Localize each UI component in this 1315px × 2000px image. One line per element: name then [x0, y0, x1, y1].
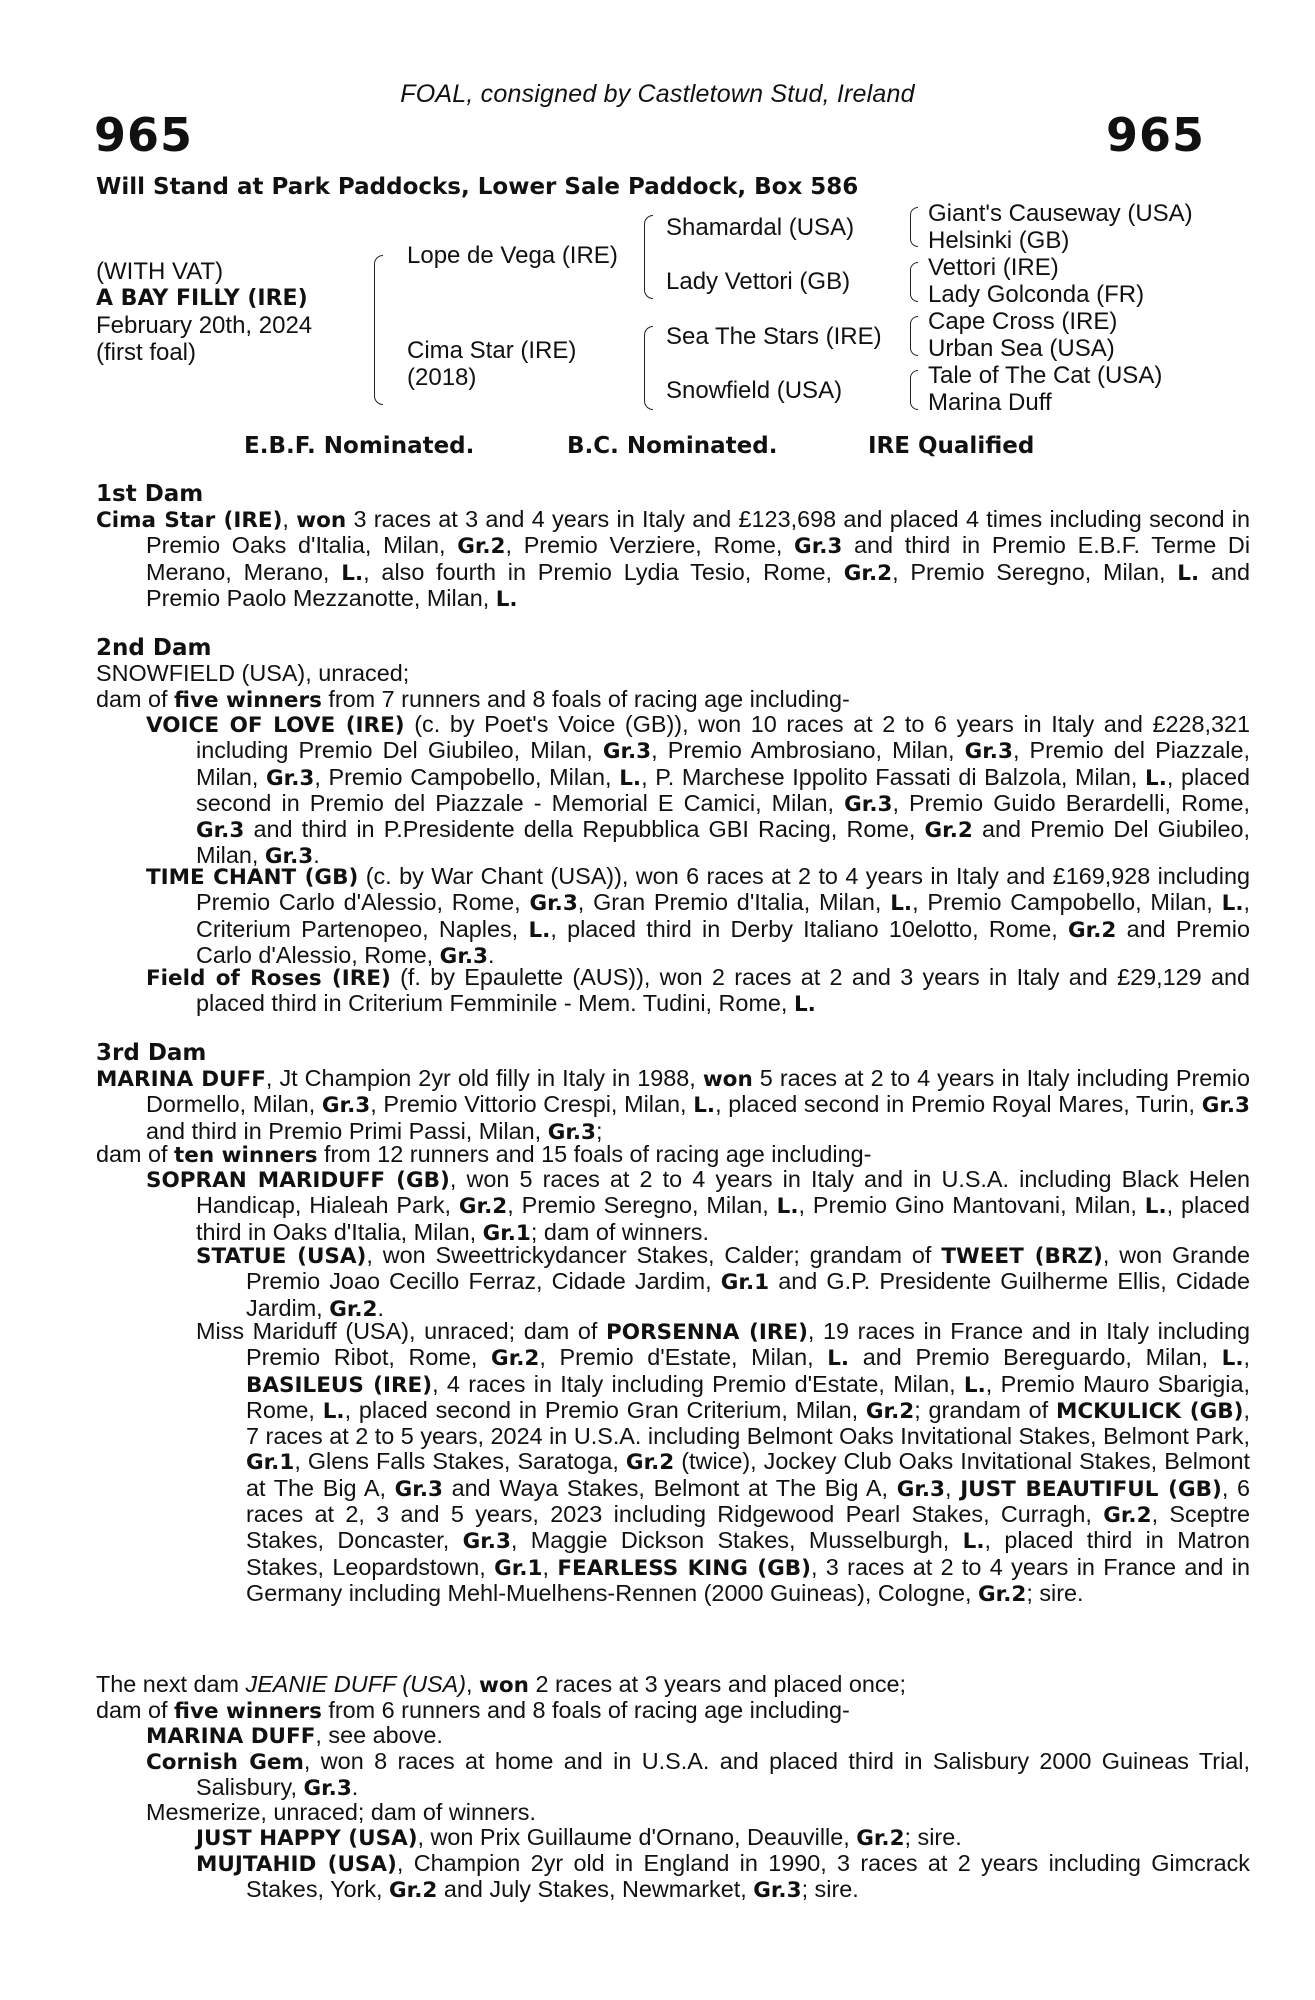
stand-location: Will Stand at Park Paddocks, Lower Sale Paddock, Box 586: [96, 174, 859, 200]
produce-entry-mesmerize: Mesmerize, unraced; dam of winners.: [146, 1799, 537, 1825]
pedigree-bracket: [910, 316, 918, 356]
ancestor-g4: Helsinki (GB): [928, 227, 1070, 254]
pedigree-bracket: [910, 370, 918, 410]
produce-entry-voice-of-love: VOICE OF LOVE (IRE) (c. by Poet's Voice (GB)), won 10 races at 2 to 6 years in Italy and £228,321 including Premio Del Giubileo, Milan, Gr.3, Premio Ambrosiano, Milan, Gr.3, Premio del Piazzale, Milan, Gr.3, Premio Campobello, Milan, L., P. Marchese Ippolito Fassati di Balzola, Milan, L., placed second in Premio del Piazzale - Memorial E Camici, Milan, Gr.3, Premio Guido Berardelli, Rome, Gr.3 and third in P.Presidente della Repubblica GBI Racing, Rome, Gr.2 and Premio Del Giubileo, Milan, Gr.3.: [146, 711, 1251, 870]
sire-dam: Lady Vettori (GB): [666, 268, 851, 295]
produce-entry-time-chant: TIME CHANT (GB) (c. by War Chant (USA)), won 6 races at 2 to 4 years in Italy and £169,928 including Premio Carlo d'Alessio, Rome, Gr.3, Gran Premio d'Italia, Milan, L., Premio Campobello, Milan, L., Criterium Partenopeo, Naples, L., placed third in Derby Italiano 10elotto, Rome, Gr.2 and Premio Carlo d'Alessio, Rome, Gr.3.: [146, 863, 1250, 969]
second-dam-heading: 2nd Dam: [96, 635, 212, 661]
third-dam-entry: MARINA DUFF, Jt Champion 2yr old filly in Italy in 1988, won 5 races at 2 to 4 years in Italy including Premio Dormello, Milan, Gr.3, Premio Vittorio Crespi, Milan, L., placed second in Premio Royal Mares, Turin, Gr.3 and third in Premio Primi Passi, Milan, Gr.3;: [96, 1065, 1251, 1145]
consignment-heading: FOAL, consigned by Castletown Stud, Ireland: [400, 80, 915, 108]
pedigree-bracket: [910, 262, 918, 302]
produce-entry-field-of-roses: Field of Roses (IRE) (f. by Epaulette (AUS)), won 2 races at 2 and 3 years in Italy and £29,129 and placed third in Criterium Femminile - Mem. Tudini, Rome, L.: [146, 964, 1251, 1018]
produce-entry-cornish-gem: Cornish Gem, won 8 races at home and in U.S.A. and placed third in Salisbury 2000 Guineas Trial, Salisbury, Gr.3.: [146, 1748, 1250, 1802]
pedigree-bracket: [910, 207, 918, 247]
lot-name: A BAY FILLY (IRE): [96, 286, 308, 311]
third-dam-produce: dam of ten winners from 12 runners and 15 foals of racing age including-: [96, 1141, 872, 1168]
dam-year: (2018): [407, 364, 477, 391]
dam: Cima Star (IRE): [407, 337, 577, 364]
produce-entry-sopran-mariduff: SOPRAN MARIDUFF (GB), won 5 races at 2 to 4 years in Italy and in U.S.A. including Black Helen Handicap, Hialeah Park, Gr.2, Premio Seregno, Milan, L., Premio Gino Mantovani, Milan, L., placed third in Oaks d'Italia, Milan, Gr.1; dam of winners.: [146, 1166, 1250, 1246]
pedigree-bracket: [644, 215, 653, 299]
foal-note: (first foal): [96, 339, 197, 366]
ancestor-g4: Vettori (IRE): [928, 254, 1059, 281]
second-dam-intro: SNOWFIELD (USA), unraced;: [96, 660, 410, 686]
pedigree-bracket: [374, 255, 383, 405]
produce-entry-mujtahid: MUJTAHID (USA), Champion 2yr old in England in 1990, 3 races at 2 years including Gimcrack Stakes, York, Gr.2 and July Stakes, Newmarket, Gr.3; sire.: [196, 1850, 1250, 1904]
dam-sire: Sea The Stars (IRE): [666, 323, 882, 350]
pedigree-bracket: [644, 326, 653, 410]
ancestor-g4: Urban Sea (USA): [928, 335, 1115, 362]
dam-dam: Snowfield (USA): [666, 377, 843, 404]
next-dam-produce: dam of five winners from 6 runners and 8 foals of racing age including-: [96, 1697, 850, 1724]
sire-sire: Shamardal (USA): [666, 214, 855, 241]
produce-entry-marina-duff: MARINA DUFF, see above.: [146, 1722, 443, 1749]
bc-nomination: B.C. Nominated.: [567, 433, 778, 459]
lot-number-left: 965: [94, 108, 194, 162]
ancestor-g4: Tale of The Cat (USA): [928, 362, 1163, 389]
produce-entry-miss-mariduff: Miss Mariduff (USA), unraced; dam of PORSENNA (IRE), 19 races in France and in Italy including Premio Ribot, Rome, Gr.2, Premio d'Estate, Milan, L. and Premio Bereguardo, Milan, L., BASILEUS (IRE), 4 races in Italy including Premio d'Estate, Milan, L., Premio Mauro Sbarigia, Rome, L., placed second in Premio Gran Criterium, Milan, Gr.2; grandam of MCKULICK (GB), 7 races at 2 to 5 years, 2024 in U.S.A. including Belmont Oaks Invitational Stakes, Belmont Park, Gr.1, Glens Falls Stakes, Saratoga, Gr.2 (twice), Jockey Club Oaks Invitational Stakes, Belmont at The Big A, Gr.3 and Waya Stakes, Belmont at The Big A, Gr.3, JUST BEAUTIFUL (GB), 6 races at 2, 3 and 5 years, 2023 including Ridgewood Pearl Stakes, Curragh, Gr.2, Sceptre Stakes, Doncaster, Gr.3, Maggie Dickson Stakes, Musselburgh, L., placed third in Matron Stakes, Leopardstown, Gr.1, FEARLESS KING (GB), 3 races at 2 to 4 years in France and in Germany including Mehl-Muelhens-Rennen (2000 Guineas), Cologne, Gr.2; sire.: [196, 1318, 1251, 1607]
produce-entry-statue: STATUE (USA), won Sweettrickydancer Stakes, Calder; grandam of TWEET (BRZ), won Grande Premio Joao Cecillo Ferraz, Cidade Jardim, Gr.1 and G.P. Presidente Guilherme Ellis, Cidade Jardim, Gr.2.: [196, 1242, 1251, 1322]
next-dam-entry: The next dam JEANIE DUFF (USA), won 2 races at 3 years and placed once;: [96, 1671, 907, 1698]
sire: Lope de Vega (IRE): [407, 242, 618, 269]
first-dam-heading: 1st Dam: [96, 481, 204, 507]
birth-date: February 20th, 2024: [96, 312, 313, 339]
vat-note: (WITH VAT): [96, 258, 224, 285]
ancestor-g4: Cape Cross (IRE): [928, 308, 1118, 335]
produce-entry-just-happy: JUST HAPPY (USA), won Prix Guillaume d'Ornano, Deauville, Gr.2; sire.: [196, 1824, 962, 1851]
ancestor-g4: Giant's Causeway (USA): [928, 200, 1193, 227]
ancestor-g4: Lady Golconda (FR): [928, 281, 1145, 308]
ire-qualified: IRE Qualified: [868, 433, 1035, 459]
lot-number-right: 965: [1105, 108, 1205, 162]
ebf-nomination: E.B.F. Nominated.: [244, 433, 475, 459]
ancestor-g4: Marina Duff: [928, 389, 1052, 416]
third-dam-heading: 3rd Dam: [96, 1040, 207, 1066]
second-dam-produce: dam of five winners from 7 runners and 8 foals of racing age including-: [96, 686, 850, 713]
first-dam-entry: Cima Star (IRE), won 3 races at 3 and 4 years in Italy and £123,698 and placed 4 times including second in Premio Oaks d'Italia, Milan, Gr.2, Premio Verziere, Rome, Gr.3 and third in Premio E.B.F. Terme Di Merano, Merano, L., also fourth in Premio Lydia Tesio, Rome, Gr.2, Premio Seregno, Milan, L. and Premio Paolo Mezzanotte, Milan, L.: [96, 506, 1251, 612]
